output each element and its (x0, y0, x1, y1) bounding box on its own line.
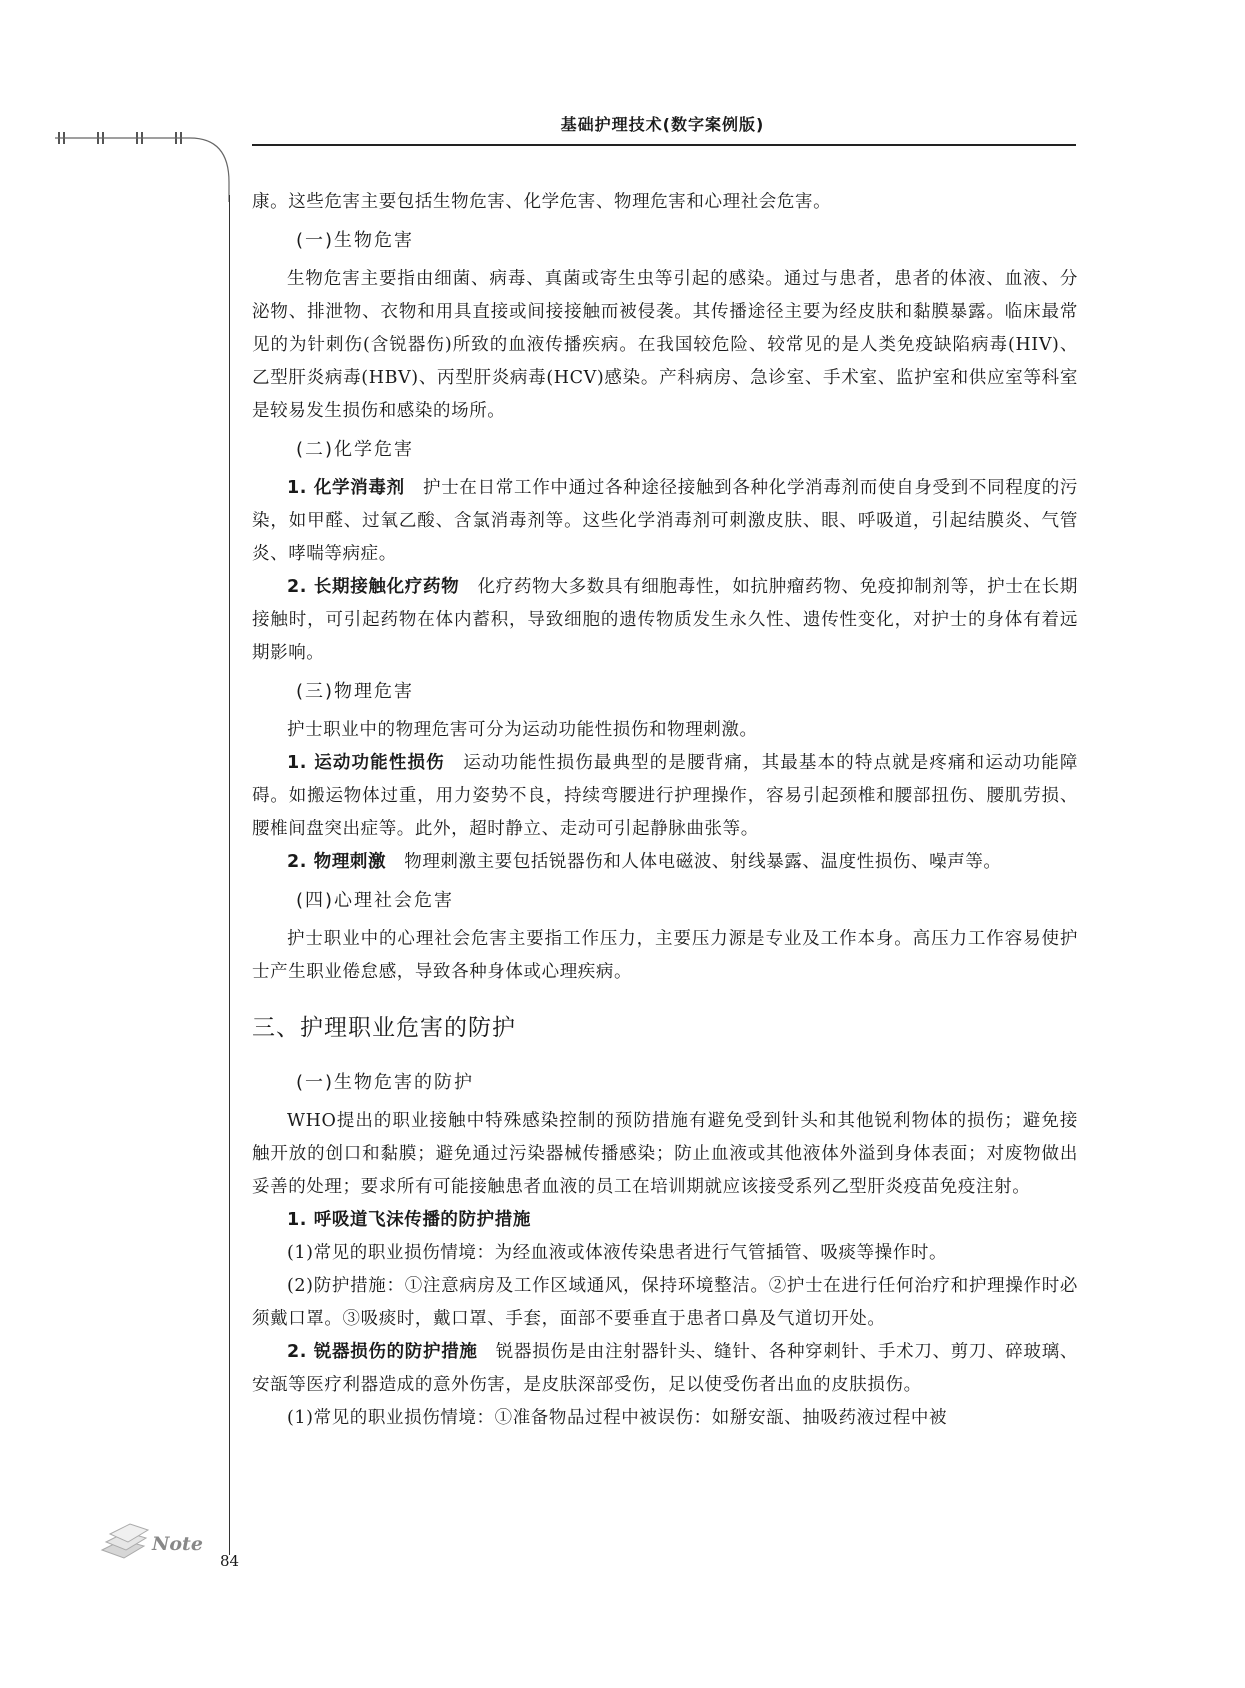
item-text: 化疗药物大多数具有细胞毒性，如抗肿瘤药物、免疫抑制剂等，护士在长期接触时，可引起药物在体内蓄积，导致细胞的遗传物质发生永久性、遗传性变化，对护士的身体有着远期影响。 (252, 577, 1078, 663)
note-badge (100, 1520, 220, 1564)
paragraph: 护士职业中的心理社会危害主要指工作压力，主要压力源是专业及工作本身。高压力工作容易使护士产生职业倦怠感，导致各种身体或心理疾病。 (252, 929, 1078, 982)
item-label: 2. 锐器损伤的防护措施 (287, 1342, 478, 1362)
page-body (252, 186, 1078, 1435)
subheading: (二)化学危害 (296, 439, 415, 460)
paragraph (252, 846, 1078, 879)
paragraph: (2)防护措施：①注意病房及工作区域通风，保持环境整洁。②护士在进行任何治疗和护理操作时必须戴口罩。③吸痰时，戴口罩、手套，面部不要垂直于患者口鼻及气道切开处。 (252, 1276, 1078, 1329)
subheading: (三)物理危害 (296, 681, 415, 702)
paragraph: 生物危害主要指由细菌、病毒、真菌或寄生虫等引起的感染。通过与患者，患者的体液、血液、分泌物、排泄物、衣物和用具直接或间接接触而被侵袭。其传播途径主要为经皮肤和黏膜暴露。临床最常见的为针刺伤(含锐器伤)所致的血液传播疾病。在我国较危险、较常见的是人类免疫缺陷病毒(HIV)、乙型肝炎病毒(HBV)、丙型肝炎病毒(HCV)感染。产科病房、急诊室、手术室、监护室和供应室等科室是较易发生损伤和感染的场所。 (252, 269, 1078, 421)
paragraph: WHO提出的职业接触中特殊感染控制的预防措施有避免受到针头和其他锐利物体的损伤；避免接触开放的创口和黏膜；避免通过污染器械传播感染；防止血液或其他液体外溢到身体表面；对废物做出妥善的处理；要求所有可能接触患者血液的员工在培训期就应该接受系列乙型肝炎疫苗免疫注射。 (252, 1111, 1078, 1197)
paragraph: 康。这些危害主要包括生物危害、化学危害、物理危害和心理社会危害。 (252, 192, 832, 212)
running-header-title: 基础护理技术(数字案例版) (560, 115, 765, 134)
page-number: 84 (220, 1552, 240, 1570)
book-icon (102, 1524, 148, 1558)
item-label: 1. 化学消毒剂 (287, 478, 405, 498)
item-text: 锐器损伤是由注射器针头、缝针、各种穿刺针、手术刀、剪刀、碎玻璃、安瓿等医疗利器造成的意外伤害，是皮肤深部受伤，足以使受伤者出血的皮肤损伤。 (252, 1342, 1078, 1395)
item-text: 护士在日常工作中通过各种途径接触到各种化学消毒剂而使自身受到不同程度的污染，如甲醛、过氧乙酸、含氯消毒剂等。这些化学消毒剂可刺激皮肤、眼、呼吸道，引起结膜炎、气管炎、哮喘等病症。 (252, 478, 1078, 564)
margin-rule (229, 195, 230, 1555)
item-text: 运动功能性损伤最典型的是腰背痛，其最基本的特点就是疼痛和运动功能障碍。如搬运物体过重，用力姿势不良，持续弯腰进行护理操作，容易引起颈椎和腰部扭伤、腰肌劳损、腰椎间盘突出症等。此外，超时静立、走动可引起静脉曲张等。 (252, 753, 1078, 839)
item-label: 2. 长期接触化疗药物 (287, 577, 460, 597)
paragraph (252, 1204, 1078, 1237)
subheading: (四)心理社会危害 (296, 890, 455, 911)
paragraph (252, 1336, 1078, 1402)
note-label: Note (152, 1533, 203, 1555)
corner-ornament (55, 132, 235, 202)
paragraph (252, 747, 1078, 846)
paragraph: (1)常见的职业损伤情境：①准备物品过程中被误伤：如掰安瓿、抽吸药液过程中被 (287, 1408, 948, 1428)
paragraph (252, 472, 1078, 571)
item-text: 物理刺激主要包括锐器伤和人体电磁波、射线暴露、温度性损伤、噪声等。 (404, 852, 1002, 872)
item-label: 1. 呼吸道飞沫传播的防护措施 (287, 1210, 531, 1230)
subheading: (一)生物危害 (296, 230, 415, 251)
paragraph: 护士职业中的物理危害可分为运动功能性损伤和物理刺激。 (287, 720, 758, 740)
section-heading: 三、护理职业危害的防护 (252, 1015, 516, 1041)
item-label: 1. 运动功能性损伤 (287, 753, 445, 773)
header-rule (252, 144, 1076, 146)
item-label: 2. 物理刺激 (287, 852, 387, 872)
subheading: (一)生物危害的防护 (296, 1072, 475, 1093)
paragraph: (1)常见的职业损伤情境：为经血液或体液传染患者进行气管插管、吸痰等操作时。 (287, 1243, 948, 1263)
paragraph (252, 571, 1078, 670)
